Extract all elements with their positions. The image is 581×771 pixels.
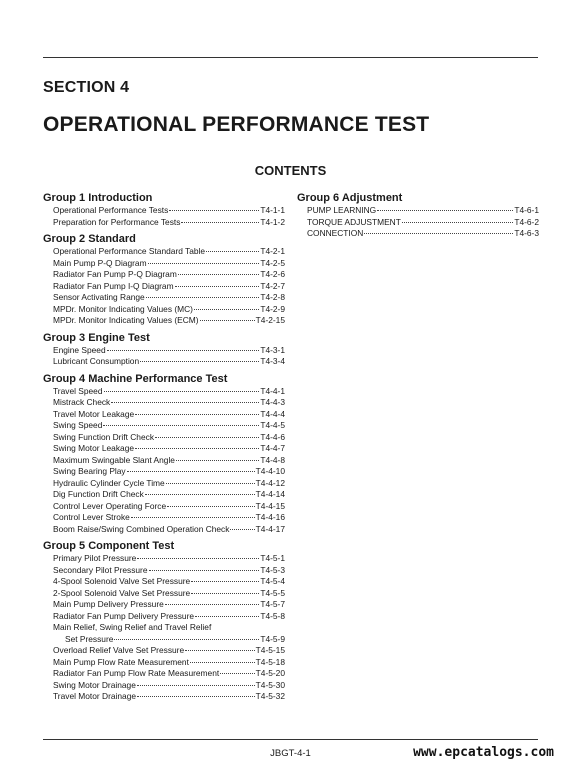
toc-leader-dots [220, 673, 254, 674]
toc-entry-label: Sensor Activating Range [53, 292, 145, 302]
toc-leader-dots [103, 425, 259, 426]
toc-entry-page: T4-2-5 [260, 257, 285, 268]
toc-leader-dots [402, 222, 513, 223]
toc-entry-label: 4-Spool Solenoid Valve Set Pressure [53, 576, 191, 586]
toc-entry-page: T4-4-8 [260, 454, 285, 465]
toc-group-title: Group 6 Adjustment [297, 192, 403, 204]
toc-entry-label: Swing Speed [53, 420, 103, 430]
toc-entry-label: Overload Relief Valve Set Pressure [53, 645, 185, 655]
toc-entry[interactable] [43, 345, 285, 357]
toc-entry[interactable] [43, 611, 285, 623]
toc-entry[interactable] [43, 478, 285, 490]
right-column [297, 191, 539, 244]
toc-entry-label: Boom Raise/Swing Combined Operation Check [53, 523, 230, 534]
toc-entry-label: Primary Pilot Pressure [53, 553, 137, 563]
toc-entry-page: T4-5-15 [255, 645, 285, 655]
toc-entry-label: Secondary Pilot Pressure [53, 564, 148, 575]
toc-entry[interactable] [43, 657, 285, 669]
toc-leader-dots [140, 361, 259, 362]
toc-leader-dots [104, 391, 260, 392]
toc-entry-label: Travel Motor Drainage [53, 691, 137, 701]
page-number: JBGT-4-1 [270, 748, 311, 759]
toc-entry-page: T4-5-9 [260, 633, 285, 644]
toc-entry-page: T4-6-2 [514, 216, 539, 227]
toc-entry[interactable] [43, 432, 285, 444]
toc-entry-page: T4-3-1 [260, 344, 285, 355]
toc-entry[interactable] [43, 634, 285, 646]
toc-leader-dots [190, 662, 255, 663]
toc-entry-page: T4-4-6 [260, 431, 285, 442]
toc-entry[interactable] [43, 292, 285, 304]
toc-entry-label: Dig Function Drift Check [53, 489, 144, 499]
toc-leader-dots [206, 251, 259, 252]
toc-entry[interactable] [43, 315, 285, 327]
toc-entry-label: Swing Motor Drainage [53, 679, 136, 690]
toc-leader-dots [149, 570, 260, 571]
toc-entry-page: T4-4-14 [255, 489, 285, 499]
toc-entry-label: Radiator Fan Pump I-Q Diagram [53, 280, 174, 291]
toc-entry-label: Hydraulic Cylinder Cycle Time [53, 477, 165, 488]
toc-entry-page: T4-5-8 [260, 610, 285, 621]
toc-entry-page: T4-4-5 [260, 420, 285, 430]
toc-entry[interactable] [297, 228, 539, 240]
toc-entry-page: T4-5-7 [260, 599, 285, 609]
toc-entry-label: Main Relief, Swing Relief and Travel Relief [53, 622, 212, 632]
toc-entry-page: T4-4-1 [260, 385, 285, 396]
left-column [43, 191, 285, 707]
toc-leader-dots [107, 350, 260, 351]
toc-entry-label: Travel Motor Leakage [53, 408, 135, 419]
toc-entry-page: T4-1-1 [260, 205, 285, 215]
toc-leader-dots [145, 494, 255, 495]
toc-group-title: Group 2 Standard [43, 233, 136, 245]
toc-entry-label: Swing Bearing Play [53, 466, 126, 476]
toc-leader-dots [181, 222, 259, 223]
toc-entry-page: T4-5-4 [260, 576, 285, 586]
toc-entry-page: T4-1-2 [260, 216, 285, 227]
toc-entry[interactable] [43, 553, 285, 565]
toc-entry[interactable] [43, 397, 285, 409]
toc-entry-label: Operational Performance Tests [53, 205, 169, 215]
toc-entry[interactable] [297, 217, 539, 229]
toc-entry[interactable] [43, 501, 285, 513]
toc-entry[interactable] [43, 443, 285, 455]
toc-leader-dots [166, 483, 255, 484]
toc-entry-label: Preparation for Performance Tests [53, 216, 181, 227]
toc-entry-page: T4-2-8 [260, 292, 285, 302]
toc-leader-dots [364, 233, 513, 234]
toc-entry[interactable] [43, 409, 285, 421]
toc-entry[interactable] [43, 420, 285, 432]
toc-entry-label: Radiator Fan Pump Delivery Pressure [53, 610, 195, 621]
toc-leader-dots [148, 263, 260, 264]
toc-entry[interactable] [43, 466, 285, 478]
toc-entry-page: T4-5-1 [260, 553, 285, 563]
toc-leader-dots [175, 286, 260, 287]
toc-entry[interactable] [43, 576, 285, 588]
toc-entry[interactable] [43, 217, 285, 229]
toc-leader-dots [165, 604, 260, 605]
toc-leader-dots [377, 210, 513, 211]
toc-entry[interactable] [43, 258, 285, 270]
toc-leader-dots [146, 297, 260, 298]
toc-entry-label: MPDr. Monitor Indicating Values (MC) [53, 303, 193, 314]
toc-leader-dots [137, 685, 255, 686]
toc-entry[interactable] [43, 386, 285, 398]
toc-entry[interactable] [43, 246, 285, 258]
toc-group-title: Group 4 Machine Performance Test [43, 372, 228, 385]
toc-leader-dots [200, 320, 255, 321]
toc-entry-page: T4-4-3 [260, 397, 285, 407]
toc-entry-page: T4-5-18 [255, 656, 285, 667]
toc-group-title: Group 3 Engine Test [43, 331, 150, 344]
toc-entry[interactable] [43, 524, 285, 536]
toc-entry-label: MPDr. Monitor Indicating Values (ECM) [53, 315, 199, 325]
toc-leader-dots [195, 616, 259, 617]
toc-leader-dots [135, 414, 259, 415]
toc-entry-label: Operational Performance Standard Table [53, 246, 206, 256]
toc-entry[interactable] [43, 599, 285, 611]
toc-entry-label: Radiator Fan Pump Flow Rate Measurement [53, 668, 220, 678]
toc-entry-label: CONNECTION [307, 228, 364, 238]
toc-leader-dots [230, 529, 254, 530]
bottom-rule [43, 739, 538, 740]
toc-leader-dots [155, 437, 259, 438]
toc-entry-label: Main Pump Flow Rate Measurement [53, 656, 189, 667]
toc-entry[interactable] [43, 622, 285, 634]
toc-entry-label: Main Pump Delivery Pressure [53, 599, 164, 609]
toc-entry-page: T4-2-1 [260, 246, 285, 256]
toc-entry-page: T4-6-1 [514, 205, 539, 215]
toc-entry-page: T4-2-6 [260, 269, 285, 279]
toc-entry-label: Engine Speed [53, 344, 106, 355]
toc-leader-dots [137, 696, 255, 697]
toc-leader-dots [135, 448, 259, 449]
toc-entry[interactable] [43, 512, 285, 524]
toc-entry-label: Control Lever Operating Force [53, 500, 167, 511]
toc-entry[interactable] [43, 281, 285, 293]
toc-entry-label: Travel Speed [53, 385, 103, 396]
toc-entry-label: Control Lever Stroke [53, 512, 130, 522]
toc-entry[interactable] [43, 680, 285, 692]
section-label: SECTION 4 [43, 79, 130, 96]
toc-entry[interactable] [43, 489, 285, 501]
toc-group [43, 191, 285, 228]
toc-leader-dots [137, 558, 259, 559]
toc-group [43, 372, 285, 536]
toc-entry[interactable] [43, 565, 285, 577]
toc-entry[interactable] [43, 269, 285, 281]
toc-entry-page: T4-5-5 [260, 587, 285, 598]
toc-entry-page: T4-2-9 [260, 303, 285, 314]
toc-entry-page: T4-5-30 [255, 679, 285, 690]
toc-entry[interactable] [43, 205, 285, 217]
toc-entry[interactable] [43, 304, 285, 316]
toc-entry-label: Radiator Fan Pump P-Q Diagram [53, 269, 177, 279]
toc-entry-label: Swing Motor Leakage [53, 443, 135, 453]
toc-entry-page: T4-5-20 [255, 668, 285, 678]
toc-entry-page: T4-4-15 [255, 500, 285, 511]
page-title: OPERATIONAL PERFORMANCE TEST [43, 113, 430, 136]
toc-group-title: Group 5 Component Test [43, 540, 175, 552]
toc-leader-dots [131, 517, 255, 518]
toc-entry[interactable] [43, 645, 285, 657]
toc-entry-page: T4-6-3 [514, 228, 539, 238]
toc-leader-dots [127, 471, 255, 472]
toc-leader-dots [178, 274, 260, 275]
toc-leader-dots [169, 210, 259, 211]
toc-leader-dots [194, 309, 259, 310]
toc-entry-label: Mistrack Check [53, 397, 111, 407]
toc-leader-dots [114, 639, 259, 640]
toc-entry-label: PUMP LEARNING [307, 205, 377, 215]
toc-entry[interactable] [43, 691, 285, 703]
toc-entry-page: T4-2-15 [255, 315, 285, 325]
toc-leader-dots [167, 506, 255, 507]
toc-entry-page: T4-4-16 [255, 512, 285, 522]
toc-entry-page: T4-4-10 [255, 466, 285, 476]
toc-entry-label: Main Pump P-Q Diagram [53, 257, 147, 268]
toc-leader-dots [191, 593, 259, 594]
toc-entry[interactable] [43, 588, 285, 600]
toc-group-title: Group 1 Introduction [43, 192, 153, 204]
toc-entry-label: TORQUE ADJUSTMENT [307, 216, 401, 227]
toc-entry[interactable] [43, 668, 285, 680]
toc-entry-label: Maximum Swingable Slant Angle [53, 454, 175, 465]
toc-group [43, 539, 285, 703]
top-rule [43, 57, 538, 58]
toc-entry-page: T4-4-7 [260, 443, 285, 453]
toc-entry-label: 2-Spool Solenoid Valve Set Pressure [53, 587, 191, 598]
toc-entry-page: T4-5-3 [260, 564, 285, 575]
toc-entry-label: Swing Function Drift Check [53, 431, 155, 442]
toc-leader-dots [191, 581, 259, 582]
toc-group [43, 232, 285, 327]
toc-leader-dots [185, 650, 255, 651]
toc-group [297, 191, 539, 240]
toc-entry-label: Lubricant Consumption [53, 356, 140, 366]
toc-entry-page: T4-4-4 [260, 408, 285, 419]
toc-entry[interactable] [297, 205, 539, 217]
toc-entry-page: T4-3-4 [260, 356, 285, 366]
toc-entry[interactable] [43, 356, 285, 368]
toc-entry-page: T4-2-7 [260, 280, 285, 291]
toc-group [43, 331, 285, 368]
toc-entry-page: T4-4-12 [255, 477, 285, 488]
toc-entry-page: T4-4-17 [255, 523, 285, 534]
toc-leader-dots [111, 402, 259, 403]
toc-entry-label: Set Pressure [65, 633, 114, 644]
toc-entry-page: T4-5-32 [255, 691, 285, 701]
toc-leader-dots [176, 460, 259, 461]
contents-heading: CONTENTS [254, 163, 327, 178]
watermark-text: www.epcatalogs.com [413, 745, 554, 760]
toc-entry[interactable] [43, 455, 285, 467]
